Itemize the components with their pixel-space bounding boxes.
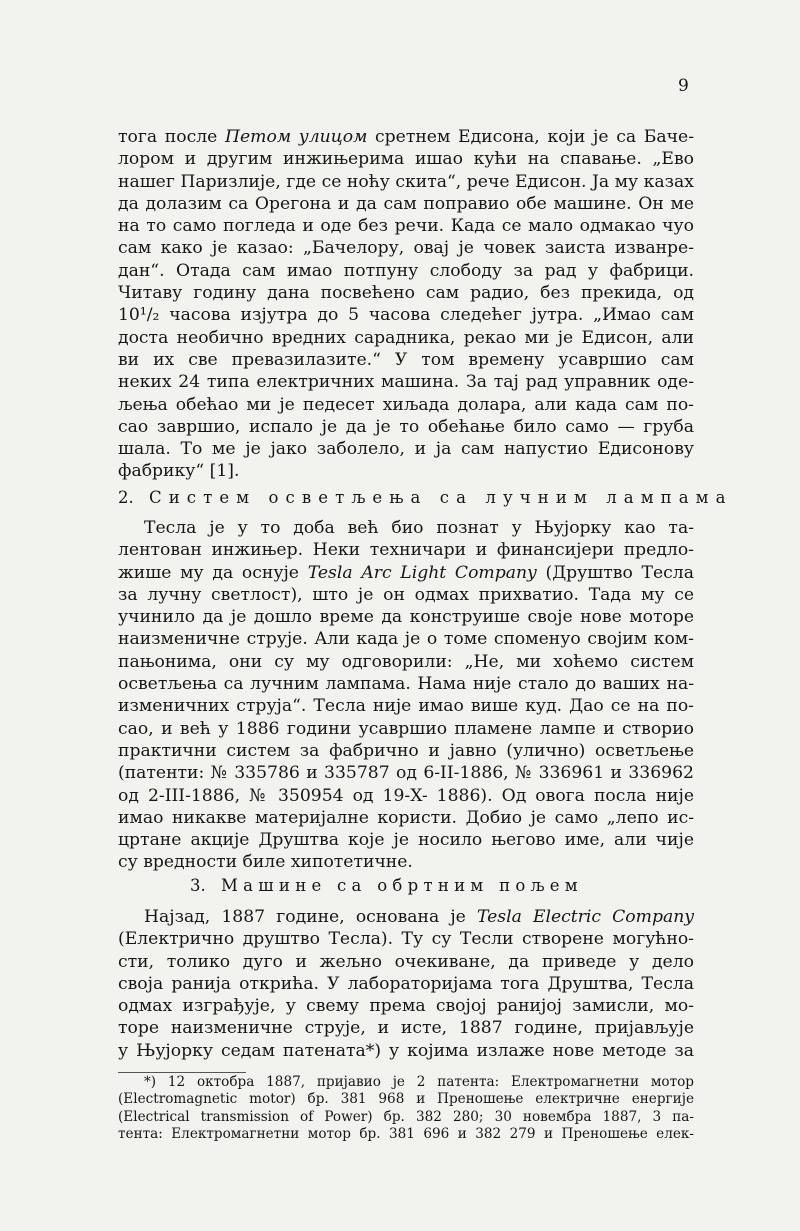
text-line [118, 807, 694, 829]
text-line [118, 1091, 694, 1108]
text-run: љења обећао ми је педесет хиљада долара, али када сам по- [118, 394, 694, 415]
section-heading-rotating-field [190, 876, 583, 895]
paragraph-tesla-electric-company [118, 906, 694, 1062]
text-line [118, 517, 694, 539]
text-run: доста необично вредних сарадника, рекао ми је Едисон, али [118, 327, 694, 348]
text-run: торе наизменичне струје, и исте, 1887 године, пријављује [118, 1018, 694, 1039]
text-line [118, 304, 694, 326]
text-line [118, 1109, 694, 1126]
text-line [118, 762, 694, 784]
text-run: осветљења са лучним лампама. Нама није стало до ваших на- [118, 674, 694, 695]
footnote-rule [118, 1072, 246, 1073]
section-number: 2. [118, 488, 134, 507]
text-line [118, 673, 694, 695]
text-line [118, 973, 694, 995]
text-run: практични систем за фабрично и јавно (улично) осветљење [118, 740, 694, 761]
text-line [118, 282, 694, 304]
text-run: Најзад, 1887 године, основана је [144, 907, 477, 927]
text-run: Tesla Arc Light Company [307, 562, 537, 583]
text-line [118, 785, 694, 807]
text-line [118, 1040, 694, 1062]
section-title: Систем осветљења са лучним лампама [149, 488, 733, 507]
text-run: *) 12 октобра 1887, пријавио је 2 патента: Електромагнетни мотор [144, 1074, 694, 1090]
text-run: учинило да је дошло време да конструише своје нове моторе [118, 607, 694, 628]
section-title: Машине са обртним пољем [221, 876, 583, 895]
text-run: Петом улицом [225, 127, 368, 147]
text-line [118, 995, 694, 1017]
text-run: пањонима, они су му одговорили: „Не, ми хоћемо систем [118, 651, 694, 672]
section-number: 3. [190, 876, 206, 895]
text-line [118, 539, 694, 561]
text-run: (Electromagnetic motor) бр. 381 968 и Преношење електричне енергије [118, 1091, 694, 1108]
text-line [118, 562, 694, 584]
text-run: изменичних струја“. Тесла није имао више куд. Дао се на по- [118, 696, 694, 717]
text-run: жише му да оснује [118, 562, 308, 583]
text-run: дан“. Отада сам имао потпуну слободу за рад у фабрици. [118, 260, 694, 281]
text-line [118, 1017, 694, 1039]
text-line [118, 416, 694, 438]
text-run: фабрику“ [1]. [118, 461, 240, 482]
text-line [118, 1126, 694, 1143]
text-line [118, 851, 694, 873]
text-run: за лучну светлост), што је он одмах прихватио. Тада му се [118, 584, 694, 605]
text-line [118, 215, 694, 237]
text-run: (Електрично друштво Тесла). Ту су Тесли створене могућно- [118, 929, 694, 950]
text-line [118, 740, 694, 762]
text-line [118, 628, 694, 650]
text-run: су вредности биле хипотетичне. [118, 852, 413, 873]
text-run: (патенти: № 335786 и 335787 од 6-II-1886, № 336961 и 336962 [118, 763, 694, 784]
text-line [118, 829, 694, 851]
text-run: сти, толико дуго и жељно очекиване, да приведе у дело [118, 951, 694, 972]
text-run: своја ранија открића. У лабораторијама тога Друштва, Тесла [118, 973, 694, 994]
text-line [118, 695, 694, 717]
text-line [118, 951, 694, 973]
text-line [118, 1074, 694, 1091]
text-run: неких 24 типа електричних машина. За тај рад управник оде- [118, 372, 694, 393]
text-line [118, 237, 694, 259]
text-run: (Electrical transmission of Power) бр. 382 280; 30 новембра 1887, 3 па- [118, 1108, 694, 1125]
text-run: наизменичне струје. Али када је о томе споменуо својим ком- [118, 629, 694, 650]
text-run: Tesla Electric Company [476, 907, 694, 927]
page-number: 9 [678, 76, 689, 96]
text-run: сао завршио, испало је да је то обећање било само — груба [118, 416, 694, 437]
text-line [118, 260, 694, 282]
text-line [118, 906, 694, 928]
text-line [118, 718, 694, 740]
text-run: ви их све превазилазите.“ У том времену усавршио сам [118, 349, 694, 370]
text-run: одмах изграђује, у свему према својој ранијој замисли, мо- [118, 996, 694, 1017]
text-line [118, 606, 694, 628]
text-run: лентован инжињер. Неки техничари и финансијери предло- [118, 540, 694, 561]
text-line [118, 928, 694, 950]
text-run: сам како је казао: „Бачелору, овај је човек заиста изванре- [118, 238, 694, 259]
text-run: Читаву годину дана посвећено сам радио, без прекида, од [118, 283, 694, 304]
text-line [118, 171, 694, 193]
text-line [118, 126, 694, 148]
text-run: од 2-III-1886, № 350954 од 19-X- 1886). Од овога посла није [118, 785, 694, 806]
text-line [118, 651, 694, 673]
text-run: лором и другим инжињерима ишао кући на спавање. „Ево [118, 149, 694, 170]
text-line [118, 148, 694, 170]
text-line [118, 193, 694, 215]
text-run: тога после [118, 127, 226, 147]
text-line [118, 394, 694, 416]
text-run: имао никакве материјалне користи. Добио је само „лепо ис- [118, 807, 694, 828]
section-heading-arc-lamps [118, 488, 733, 507]
paragraph-edison-story [118, 126, 694, 483]
text-run: шала. То ме је јако заболело, и ја сам напустио Едисонову [118, 439, 694, 460]
text-run: (Друштво Тесла [536, 562, 694, 583]
text-run: 10¹/₂ часова изјутра до 5 часова следећег јутра. „Имао сам [118, 305, 694, 326]
paragraph-arc-light-company [118, 517, 694, 874]
text-run: у Њујорку седам патената*) у којима излаже нове методе за [118, 1040, 694, 1061]
footnote [118, 1074, 694, 1144]
text-run: тента: Електромагнетни мотор бр. 381 696 и 382 279 и Преношење елек- [118, 1126, 694, 1143]
text-run: нашег Паризлије, где се ноћу скита“, рече Едисон. Ја му казах [118, 171, 694, 192]
text-line [118, 460, 694, 482]
text-run: сао, и већ у 1886 години усавршио пламене лампе и створио [118, 718, 694, 739]
text-run: да долазим са Орегона и да сам поправио обе машине. Он ме [118, 193, 694, 214]
text-run: Тесла је у то доба већ био познат у Њујорку као та- [144, 518, 694, 538]
text-line [118, 438, 694, 460]
text-run: на то само погледа и оде без речи. Када се мало одмакао чуо [118, 216, 694, 237]
text-run: сретнем Едисона, који је са Баче- [367, 127, 694, 147]
text-run: цртане акције Друштва које је носило његово име, али чије [118, 830, 694, 851]
text-line [118, 327, 694, 349]
text-line [118, 371, 694, 393]
text-line [118, 349, 694, 371]
text-line [118, 584, 694, 606]
